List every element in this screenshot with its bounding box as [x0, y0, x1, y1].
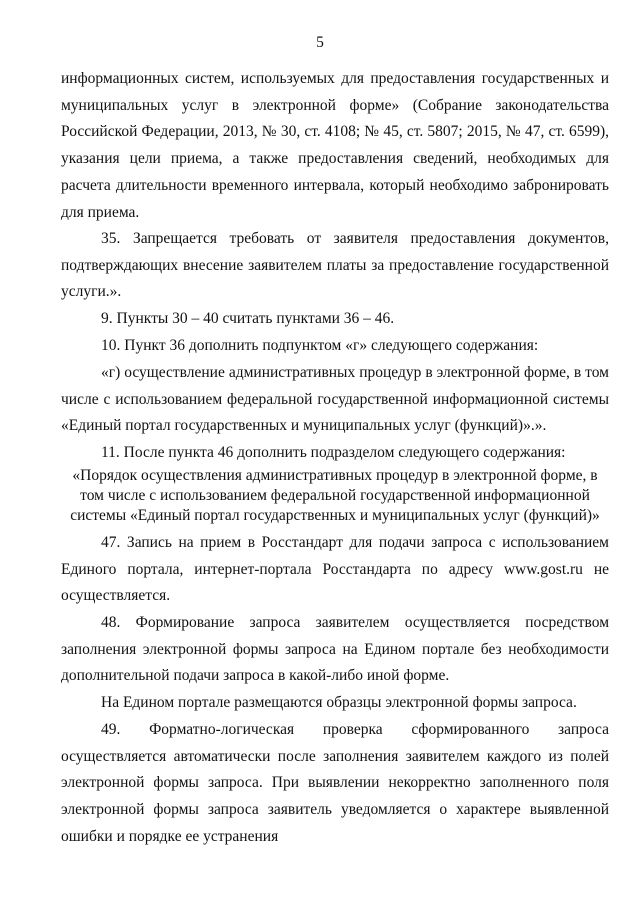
paragraph-item-11: 11. После пункта 46 дополнить подразделом следующего содержания:	[101, 444, 566, 461]
paragraph-item-49: 49. Форматно-логическая проверка сформированного запроса осуществляется автоматически после заполнения заявителем каждого из полей электронной формы запроса. При выявлении некорректно заполненного поля электронной формы запроса заявитель уведомляется о характере выявленной ошибки и порядке ее устранения	[61, 721, 609, 845]
paragraph-item-35: 35. Запрещается требовать от заявителя предоставления документов, подтверждающих внесение заявителем платы за предоставление государственной услуги.».	[61, 230, 609, 301]
paragraph-item-47: 47. Запись на прием в Росстандарт для подачи запроса с использованием Единого портала, интернет-портала Росстандарта по адресу www.gost.ru не осуществляется.	[61, 534, 609, 605]
paragraph-item-10: 10. Пункт 36 дополнить подпунктом «г» следующего содержания:	[101, 337, 539, 354]
paragraph-item-9: 9. Пункты 30 – 40 считать пунктами 36 – 46.	[101, 310, 395, 327]
subsection-heading: «Порядок осуществления административных процедур в электронной форме, в том числе с использованием федеральной государственной информационной системы «Единый портал государственных и муниципальных услуг (функций)»	[70, 467, 600, 524]
paragraph-continuation: информационных систем, используемых для предоставления государственных и муниципальных услуг в электронной форме» (Собрание законодательства Российской Федерации, 2013, № 30, ст. 4108; № 45, ст. 5807; 2015, № 47, ст. 6599), указания цели приема, а также предоставления сведений, необходимых для расчета длительности временного интервала, который необходимо забронировать для приема.	[61, 70, 609, 221]
paragraph-item-48: 48. Формирование запроса заявителем осуществляется посредством заполнения электронной формы запроса на Едином портале без необходимости дополнительной подачи запроса в какой-либо иной форме.	[61, 614, 609, 685]
page-number: 5	[316, 34, 324, 51]
paragraph-subitem-g: «г) осуществление административных процедур в электронной форме, в том числе с использованием федеральной государственной информационной системы «Единый портал государственных и муниципальных услуг (функций)».».	[61, 364, 609, 435]
paragraph-samples: На Едином портале размещаются образцы электронной формы запроса.	[101, 694, 577, 711]
